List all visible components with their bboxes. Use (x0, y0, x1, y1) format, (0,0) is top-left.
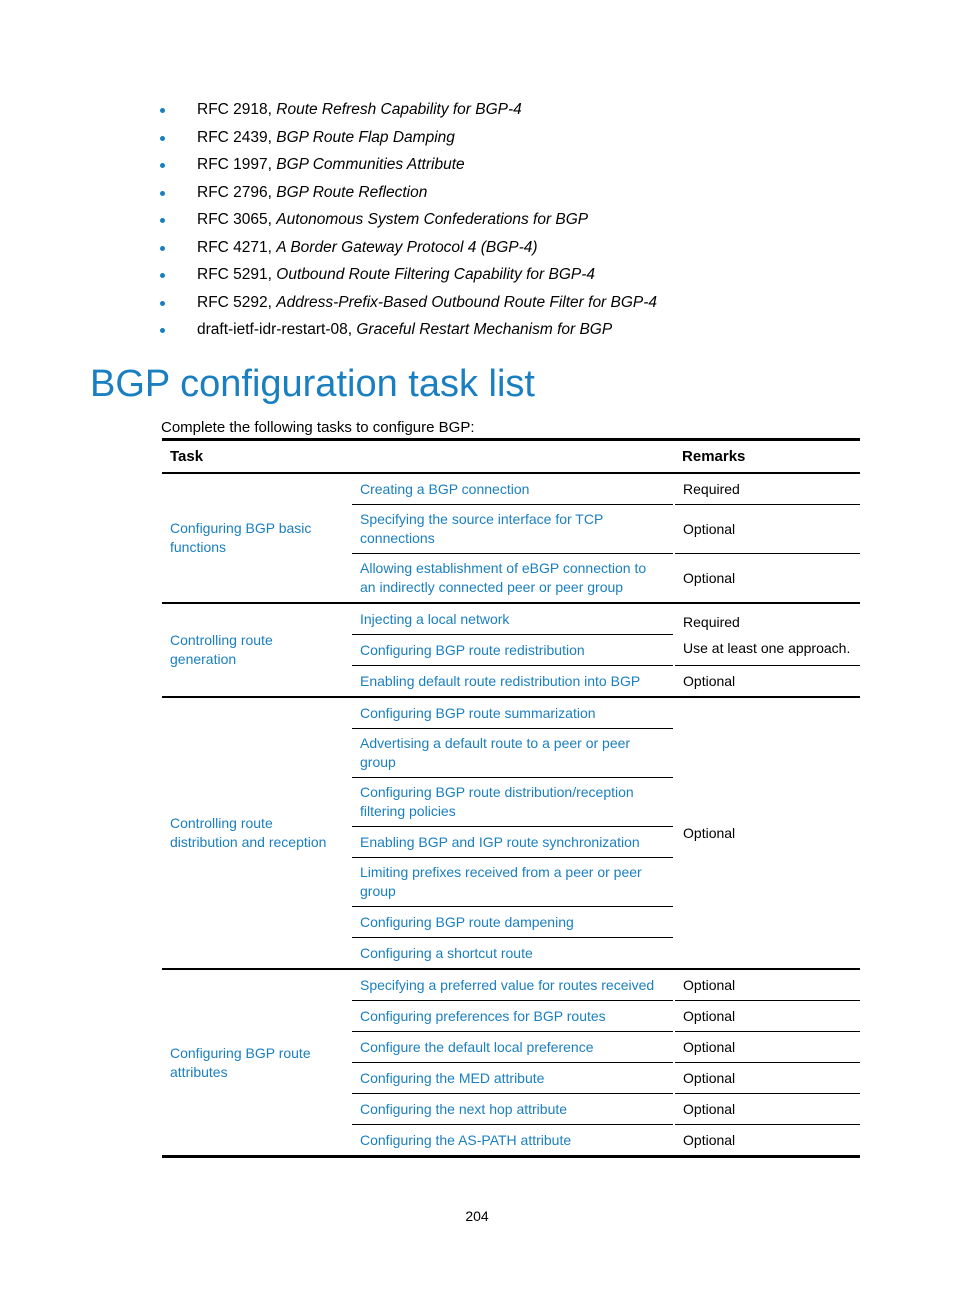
bullet-icon (160, 191, 165, 196)
reference-list (160, 98, 657, 346)
remark-cell: Optional (674, 1001, 860, 1032)
task-link[interactable]: Advertising a default route to a peer or peer group (351, 729, 674, 778)
reference-item: draft-ietf-idr-restart-08, Graceful Restart Mechanism for BGP (160, 318, 657, 346)
bullet-icon (160, 163, 165, 168)
bullet-icon (160, 108, 165, 113)
reference-item: RFC 5292, Address-Prefix-Based Outbound Route Filter for BGP-4 (160, 291, 657, 319)
task-link[interactable]: Limiting prefixes received from a peer or peer group (351, 858, 674, 907)
group-link-route-attributes[interactable]: Configuring BGP route attributes (162, 969, 351, 1157)
reference-item: RFC 2918, Route Refresh Capability for BGP-4 (160, 98, 657, 126)
remark-cell: Optional (674, 666, 860, 698)
remark-cell: Optional (674, 505, 860, 554)
remark-cell: Optional (674, 1032, 860, 1063)
header-remarks: Remarks (674, 440, 860, 474)
header-task: Task (162, 440, 674, 474)
bullet-icon (160, 136, 165, 141)
remark-cell: Optional (674, 554, 860, 604)
bullet-icon (160, 301, 165, 306)
task-link[interactable]: Configuring BGP route summarization (351, 697, 674, 729)
table-row (162, 969, 860, 1001)
table-header-row (162, 440, 860, 474)
bullet-icon (160, 218, 165, 223)
remark-cell: Optional (674, 697, 860, 969)
table-row (162, 473, 860, 505)
remark-cell: Optional (674, 1063, 860, 1094)
table-row (162, 697, 860, 729)
task-link[interactable]: Configuring preferences for BGP routes (351, 1001, 674, 1032)
task-table (162, 438, 860, 1158)
task-link[interactable]: Enabling default route redistribution into BGP (351, 666, 674, 698)
remark-cell: Optional (674, 969, 860, 1001)
reference-item: RFC 2796, BGP Route Reflection (160, 181, 657, 209)
table-row (162, 603, 860, 635)
task-link[interactable]: Enabling BGP and IGP route synchronization (351, 827, 674, 858)
section-title: BGP configuration task list (90, 363, 535, 405)
task-link[interactable]: Specifying the source interface for TCP connections (351, 505, 674, 554)
remark-cell: Required (674, 473, 860, 505)
reference-item: RFC 3065, Autonomous System Confederations for BGP (160, 208, 657, 236)
task-link[interactable]: Configuring the MED attribute (351, 1063, 674, 1094)
reference-item: RFC 4271, A Border Gateway Protocol 4 (BGP-4) (160, 236, 657, 264)
task-link[interactable]: Configuring BGP route distribution/reception filtering policies (351, 778, 674, 827)
group-link-route-generation[interactable]: Controlling route generation (162, 603, 351, 697)
remark-cell (674, 603, 860, 666)
task-link[interactable]: Configuring BGP route redistribution (351, 635, 674, 666)
task-link[interactable]: Creating a BGP connection (351, 473, 674, 505)
group-link-basic-functions[interactable]: Configuring BGP basic functions (162, 473, 351, 603)
task-link[interactable]: Specifying a preferred value for routes received (351, 969, 674, 1001)
task-link[interactable]: Injecting a local network (351, 603, 674, 635)
page-number: 204 (465, 1208, 489, 1224)
task-link[interactable]: Configuring BGP route dampening (351, 907, 674, 938)
task-link[interactable]: Configuring the AS-PATH attribute (351, 1125, 674, 1157)
bullet-icon (160, 246, 165, 251)
task-link[interactable]: Configuring a shortcut route (351, 938, 674, 970)
reference-item: RFC 5291, Outbound Route Filtering Capability for BGP-4 (160, 263, 657, 291)
task-link[interactable]: Allowing establishment of eBGP connection to an indirectly connected peer or peer group (351, 554, 674, 604)
remark-cell: Optional (683, 1131, 736, 1148)
reference-item: RFC 2439, BGP Route Flap Damping (160, 126, 657, 154)
intro-text: Complete the following tasks to configure BGP: (161, 419, 475, 436)
group-link-distribution-reception[interactable]: Controlling route distribution and reception (162, 697, 351, 969)
remark-approach: Use at least one approach. (683, 639, 851, 656)
bullet-icon (160, 328, 165, 333)
remark-required: Required (683, 613, 740, 630)
reference-item: RFC 1997, BGP Communities Attribute (160, 153, 657, 181)
task-link[interactable]: Configure the default local preference (351, 1032, 674, 1063)
bullet-icon (160, 273, 165, 278)
task-link[interactable]: Configuring the next hop attribute (351, 1094, 674, 1125)
remark-cell: Optional (674, 1094, 860, 1125)
